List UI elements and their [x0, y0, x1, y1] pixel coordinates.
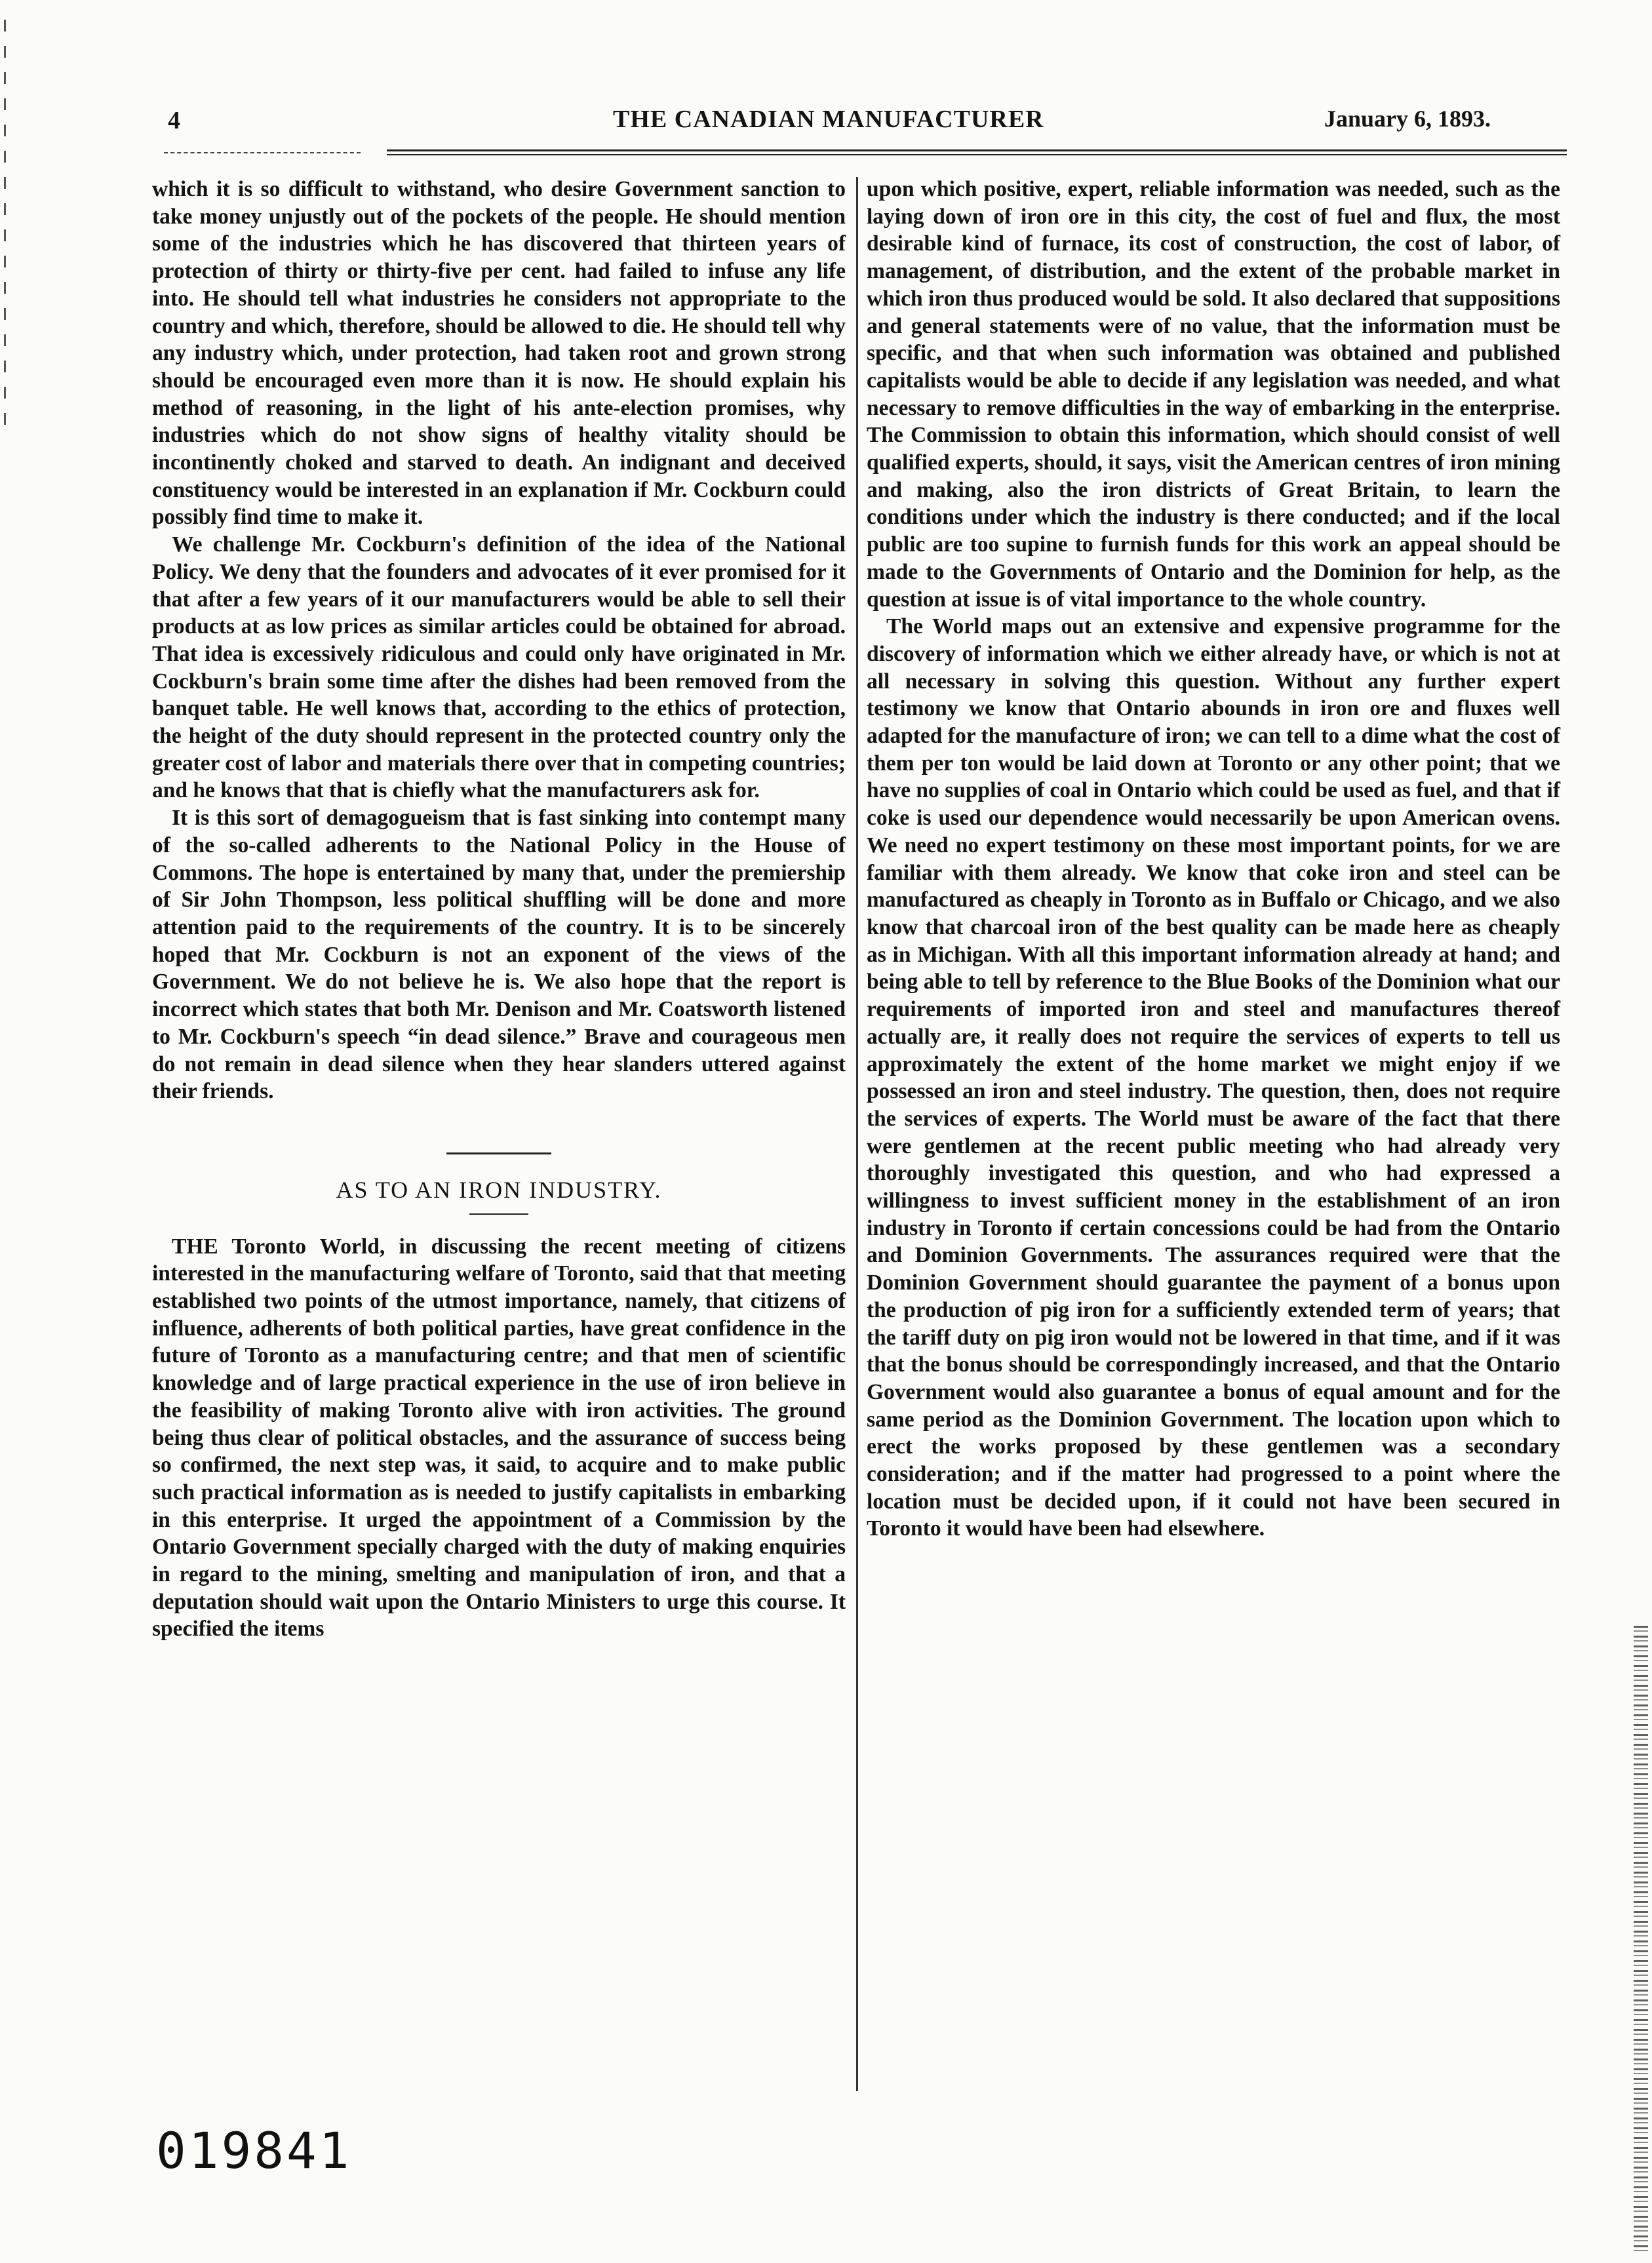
header-rule: [387, 149, 1567, 155]
paragraph: which it is so difficult to withstand, who desire Government sanction to take money unjustly out of the pockets of the people. He should mention some of the industries which he has discovered that thirteen years of protection of thirty or thirty-five per cent. had failed to infuse any life into. He should tell what industries he considers not appropriate to the country and which, therefore, should be allowed to die. He should tell why any industry which, under protection, had taken root and grown strong should be encouraged even more than it is now. He should explain his method of reasoning, in the light of his ante-election promises, why industries which do not show signs of healthy vitality should be incontinently choked and starved to death. An indignant and deceived constituency would be interested in an explanation if Mr. Cockburn could possibly find time to make it.: [152, 177, 846, 530]
left-column: [152, 176, 846, 1643]
right-column: [867, 176, 1560, 1543]
publication-title: THE CANADIAN MANUFACTURER: [613, 106, 1044, 133]
section-heading: AS TO AN IRON INDUSTRY.: [336, 1176, 662, 1203]
paragraph: We challenge Mr. Cockburn's definition of the idea of the National Policy. We deny that the founders and advocates of it ever promised for it that after a few years of it our manufacturers would be able to sell their products at as low prices as similar articles could be obtained for abroad. That idea is excessively ridiculous and could only have originated in Mr. Cockburn's brain some time after the dishes had been removed from the banquet table. He well knows that, according to the ethics of protection, the height of the duty should represent in the protected country only the greater cost of labor and materials there over that in competing countries; and he knows that that is chiefly what the manufacturers ask for.: [152, 532, 846, 803]
column-divider: [856, 177, 858, 2091]
header-rule-left: [164, 152, 361, 153]
issue-date: January 6, 1893.: [1324, 106, 1491, 132]
heading-underline: [469, 1213, 528, 1215]
paragraph: upon which positive, expert, reliable information was needed, such as the laying down of iron ore in this city, the cost of fuel and flux, the most desirable kind of furnace, its cost of construction, the cost of labor, of management, of distribution, and the extent of the probable market in which iron thus produced would be sold. It also declared that suppositions and general statements were of no value, that the information must be specific, and that when such information was obtained and published capitalists would be able to decide if any legislation was needed, and what necessary to remove difficulties in the way of embarking in the enterprise. The Commission to obtain this information, which should consist of well qualified experts, should, it says, visit the American centres of iron mining and making, also the iron districts of Great Britain, to learn the conditions under which the industry is there conducted; and if the local public are too supine to furnish funds for this work an appeal should be made to the Governments of Ontario and the Dominion for help, as the question at issue is of vital importance to the whole country.: [867, 177, 1560, 612]
archive-number: 019841: [156, 2121, 352, 2180]
scan-edge-strip: [1634, 1626, 1648, 2255]
paragraph: It is this sort of demagogueism that is fast sinking into contempt many of the so-called adherents to the National Policy in the House of Commons. The hope is entertained by many that, under the premiership of Sir John Thompson, less political shuffling will be done and more attention paid to the requirements of the country. It is to be sincerely hoped that Mr. Cockburn is not an exponent of the views of the Government. We do not believe he is. We also hope that the report is incorrect which states that both Mr. Denison and Mr. Coatsworth listened to Mr. Cockburn's speech “in dead silence.” Brave and courageous men do not remain in dead silence when they hear slanders uttered against their friends.: [152, 806, 846, 1104]
paragraph: THE Toronto World, in discussing the recent meeting of citizens interested in the manufacturing welfare of Toronto, said that that meeting established two points of the utmost importance, namely, that citizens of influence, adherents of both political parties, have great confidence in the future of Toronto as a manufacturing centre; and that men of scientific knowledge and of large practical experience in the use of iron believe in the feasibility of making Toronto alive with iron activities. The ground being thus clear of political obstacles, and the assurance of success being so confirmed, the next step was, it said, to acquire and to make public such practical information as is needed to justify capitalists in embarking in this enterprise. It urged the appointment of a Commission by the Ontario Government specially charged with the duty of making enquiries in regard to the mining, smelting and manipulation of iron, and that a deputation should wait upon the Ontario Ministers to urge this course. It specified the items: [152, 1234, 846, 1642]
section-separator: [446, 1152, 551, 1154]
paragraph: The World maps out an extensive and expensive programme for the discovery of information which we either already have, or which is not at all necessary in solving this question. Without any further expert testimony we know that Ontario abounds in iron ore and fluxes well adapted for the manufacture of iron; we can tell to a dime what the cost of them per ton would be laid down at Toronto or any other point; that we have no supplies of coal in Ontario which could be used as fuel, and that if coke is used our dependence would necessarily be upon American ovens. We need no expert testimony on these most important points, for we are familiar with them already. We know that coke iron and steel can be manufactured as cheaply in Toronto as in Buffalo or Chicago, and we also know that charcoal iron of the best quality can be made here as cheaply as in Michigan. With all this important information already at hand; and being able to tell by reference to the Blue Books of the Dominion what our requirements of imported iron and steel and manufactures thereof actually are, it really does not require the services of experts to tell us approximately the extent of the home market we might enjoy if we possessed an iron and steel industry. The question, then, does not require the services of experts. The World must be aware of the fact that there were gentlemen at the recent public meeting who had already very thoroughly investigated this question, and who had expressed a willingness to invest sufficient money in the establishment of an iron industry in Toronto if certain concessions could be had from the Ontario and Dominion Governments. The assurances required were that the Dominion Government should guarantee the payment of a bonus upon the production of pig iron for a sufficiently extended term of years; that the tariff duty on pig iron would not be lowered in that time, and if it was that the bonus should be correspondingly increased, and that the Ontario Government would also guarantee a bonus of equal amount and for the same period as the Dominion Government. The location upon which to erect the works proposed by these gentlemen was a secondary consideration; and if the matter had progressed to a point where the location must be decided upon, if it could not have been secured in Toronto it would have been had elsewhere.: [867, 614, 1560, 1541]
page-number: 4: [168, 107, 180, 134]
scan-edge-marks: [4, 20, 6, 439]
